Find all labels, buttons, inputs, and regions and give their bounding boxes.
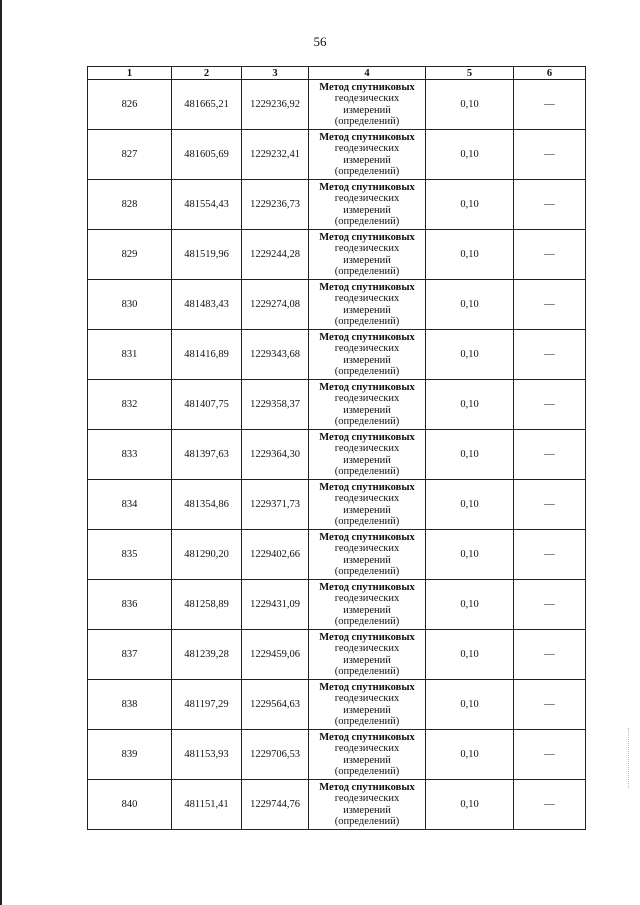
note-cell: —: [514, 330, 586, 380]
table-row: [88, 630, 586, 680]
y-coordinate-cell: 1229364,30: [242, 430, 309, 480]
method-line: геодезических: [334, 543, 400, 555]
page-number: 56: [313, 34, 327, 49]
method-line: (определений): [334, 265, 400, 277]
precision-cell: 0,10: [426, 580, 514, 630]
method-line: (определений): [334, 765, 400, 777]
method-line: Метод спутниковых: [319, 232, 415, 244]
table-row: [88, 530, 586, 580]
precision-cell: 0,10: [426, 530, 514, 580]
point-number-cell: 838: [88, 680, 172, 730]
x-coordinate-cell: 481483,43: [172, 280, 242, 330]
method-line: (определений): [334, 215, 400, 227]
x-coordinate-cell: 481554,43: [172, 180, 242, 230]
method-line: измерений: [343, 304, 391, 316]
method-cell: [309, 430, 426, 480]
method-line: геодезических: [334, 743, 400, 755]
y-coordinate-cell: 1229358,37: [242, 380, 309, 430]
y-coordinate-cell: 1229244,28: [242, 230, 309, 280]
precision-cell: 0,10: [426, 630, 514, 680]
note-cell: —: [514, 380, 586, 430]
method-cell: [309, 580, 426, 630]
method-cell: [309, 780, 426, 830]
x-coordinate-cell: 481397,63: [172, 430, 242, 480]
method-line: геодезических: [334, 343, 400, 355]
method-line: (определений): [334, 365, 400, 377]
method-line: геодезических: [334, 643, 400, 655]
precision-cell: 0,10: [426, 730, 514, 780]
table-row: [88, 780, 586, 830]
method-line: геодезических: [334, 93, 400, 105]
column-header-3: 3: [242, 67, 309, 80]
y-coordinate-cell: 1229706,53: [242, 730, 309, 780]
y-coordinate-cell: 1229236,73: [242, 180, 309, 230]
table-row: [88, 680, 586, 730]
column-header-4: 4: [309, 67, 426, 80]
y-coordinate-cell: 1229431,09: [242, 580, 309, 630]
method-cell: [309, 80, 426, 130]
x-coordinate-cell: 481239,28: [172, 630, 242, 680]
x-coordinate-cell: 481151,41: [172, 780, 242, 830]
method-line: Метод спутниковых: [319, 682, 415, 694]
y-coordinate-cell: 1229236,92: [242, 80, 309, 130]
point-number-cell: 830: [88, 280, 172, 330]
method-line: Метод спутниковых: [319, 582, 415, 594]
table-row: [88, 280, 586, 330]
x-coordinate-cell: 481665,21: [172, 80, 242, 130]
method-line: геодезических: [334, 293, 400, 305]
x-coordinate-cell: 481605,69: [172, 130, 242, 180]
method-line: геодезических: [334, 443, 400, 455]
x-coordinate-cell: 481290,20: [172, 530, 242, 580]
precision-cell: 0,10: [426, 80, 514, 130]
method-cell: [309, 680, 426, 730]
method-line: Метод спутниковых: [319, 182, 415, 194]
method-line: геодезических: [334, 493, 400, 505]
x-coordinate-cell: 481153,93: [172, 730, 242, 780]
precision-cell: 0,10: [426, 680, 514, 730]
note-cell: —: [514, 480, 586, 530]
x-coordinate-cell: 481354,86: [172, 480, 242, 530]
point-number-cell: 828: [88, 180, 172, 230]
point-number-cell: 836: [88, 580, 172, 630]
point-number-cell: 834: [88, 480, 172, 530]
column-header-2: 2: [172, 67, 242, 80]
method-cell: [309, 130, 426, 180]
method-line: (определений): [334, 315, 400, 327]
method-line: геодезических: [334, 193, 400, 205]
table-row: [88, 330, 586, 380]
method-line: измерений: [343, 804, 391, 816]
point-number-cell: 837: [88, 630, 172, 680]
method-line: Метод спутниковых: [319, 332, 415, 344]
table-row: [88, 130, 586, 180]
y-coordinate-cell: 1229402,66: [242, 530, 309, 580]
y-coordinate-cell: 1229459,06: [242, 630, 309, 680]
point-number-cell: 832: [88, 380, 172, 430]
method-line: геодезических: [334, 393, 400, 405]
method-line: Метод спутниковых: [319, 132, 415, 144]
table-row: [88, 730, 586, 780]
point-number-cell: 833: [88, 430, 172, 480]
table-row: [88, 580, 586, 630]
method-line: геодезических: [334, 243, 400, 255]
note-cell: —: [514, 680, 586, 730]
note-cell: —: [514, 780, 586, 830]
point-number-cell: 835: [88, 530, 172, 580]
method-line: Метод спутниковых: [319, 532, 415, 544]
method-line: Метод спутниковых: [319, 732, 415, 744]
method-line: измерений: [343, 554, 391, 566]
method-line: геодезических: [334, 593, 400, 605]
table-row: [88, 380, 586, 430]
x-coordinate-cell: 481407,75: [172, 380, 242, 430]
column-header-1: 1: [88, 67, 172, 80]
precision-cell: 0,10: [426, 480, 514, 530]
point-number-cell: 831: [88, 330, 172, 380]
method-line: измерений: [343, 404, 391, 416]
precision-cell: 0,10: [426, 280, 514, 330]
method-line: (определений): [334, 465, 400, 477]
method-cell: [309, 630, 426, 680]
table-row: [88, 430, 586, 480]
method-cell: [309, 530, 426, 580]
method-line: (определений): [334, 615, 400, 627]
table-row: [88, 180, 586, 230]
header-row: [88, 67, 586, 80]
method-line: (определений): [334, 815, 400, 827]
method-line: (определений): [334, 665, 400, 677]
point-number-cell: 826: [88, 80, 172, 130]
method-line: измерений: [343, 654, 391, 666]
method-line: (определений): [334, 715, 400, 727]
method-line: измерений: [343, 504, 391, 516]
y-coordinate-cell: 1229564,63: [242, 680, 309, 730]
method-line: Метод спутниковых: [319, 82, 415, 94]
method-line: (определений): [334, 515, 400, 527]
y-coordinate-cell: 1229371,73: [242, 480, 309, 530]
method-cell: [309, 230, 426, 280]
y-coordinate-cell: 1229744,76: [242, 780, 309, 830]
method-cell: [309, 280, 426, 330]
note-cell: —: [514, 80, 586, 130]
method-line: Метод спутниковых: [319, 632, 415, 644]
y-coordinate-cell: 1229343,68: [242, 330, 309, 380]
method-line: (определений): [334, 415, 400, 427]
method-line: (определений): [334, 565, 400, 577]
method-line: измерений: [343, 104, 391, 116]
table-row: [88, 480, 586, 530]
method-cell: [309, 180, 426, 230]
table-row: [88, 230, 586, 280]
point-number-cell: 840: [88, 780, 172, 830]
method-line: Метод спутниковых: [319, 482, 415, 494]
y-coordinate-cell: 1229274,08: [242, 280, 309, 330]
x-coordinate-cell: 481258,89: [172, 580, 242, 630]
precision-cell: 0,10: [426, 430, 514, 480]
note-cell: —: [514, 430, 586, 480]
method-line: (определений): [334, 165, 400, 177]
note-cell: —: [514, 580, 586, 630]
scan-artifact: [628, 728, 632, 788]
note-cell: —: [514, 130, 586, 180]
point-number-cell: 827: [88, 130, 172, 180]
point-number-cell: 839: [88, 730, 172, 780]
precision-cell: 0,10: [426, 380, 514, 430]
precision-cell: 0,10: [426, 330, 514, 380]
table-row: [88, 80, 586, 130]
note-cell: —: [514, 630, 586, 680]
precision-cell: 0,10: [426, 130, 514, 180]
x-coordinate-cell: 481416,89: [172, 330, 242, 380]
x-coordinate-cell: 481519,96: [172, 230, 242, 280]
method-line: Метод спутниковых: [319, 432, 415, 444]
method-line: измерений: [343, 704, 391, 716]
column-header-5: 5: [426, 67, 514, 80]
method-line: Метод спутниковых: [319, 282, 415, 294]
precision-cell: 0,10: [426, 230, 514, 280]
note-cell: —: [514, 180, 586, 230]
table-body: [88, 80, 586, 830]
note-cell: —: [514, 230, 586, 280]
note-cell: —: [514, 530, 586, 580]
method-line: Метод спутниковых: [319, 782, 415, 794]
method-line: измерений: [343, 754, 391, 766]
method-line: измерений: [343, 604, 391, 616]
method-line: измерений: [343, 154, 391, 166]
note-cell: —: [514, 280, 586, 330]
method-cell: [309, 480, 426, 530]
method-cell: [309, 380, 426, 430]
precision-cell: 0,10: [426, 780, 514, 830]
note-cell: —: [514, 730, 586, 780]
method-line: геодезических: [334, 693, 400, 705]
y-coordinate-cell: 1229232,41: [242, 130, 309, 180]
method-line: геодезических: [334, 793, 400, 805]
point-number-cell: 829: [88, 230, 172, 280]
method-line: измерений: [343, 354, 391, 366]
method-line: геодезических: [334, 143, 400, 155]
coordinates-table: [87, 66, 586, 830]
method-line: измерений: [343, 454, 391, 466]
method-line: измерений: [343, 254, 391, 266]
method-cell: [309, 330, 426, 380]
method-line: (определений): [334, 115, 400, 127]
method-line: измерений: [343, 204, 391, 216]
method-cell: [309, 730, 426, 780]
precision-cell: 0,10: [426, 180, 514, 230]
method-line: Метод спутниковых: [319, 382, 415, 394]
column-header-6: 6: [514, 67, 586, 80]
x-coordinate-cell: 481197,29: [172, 680, 242, 730]
page-edge: [0, 0, 2, 905]
